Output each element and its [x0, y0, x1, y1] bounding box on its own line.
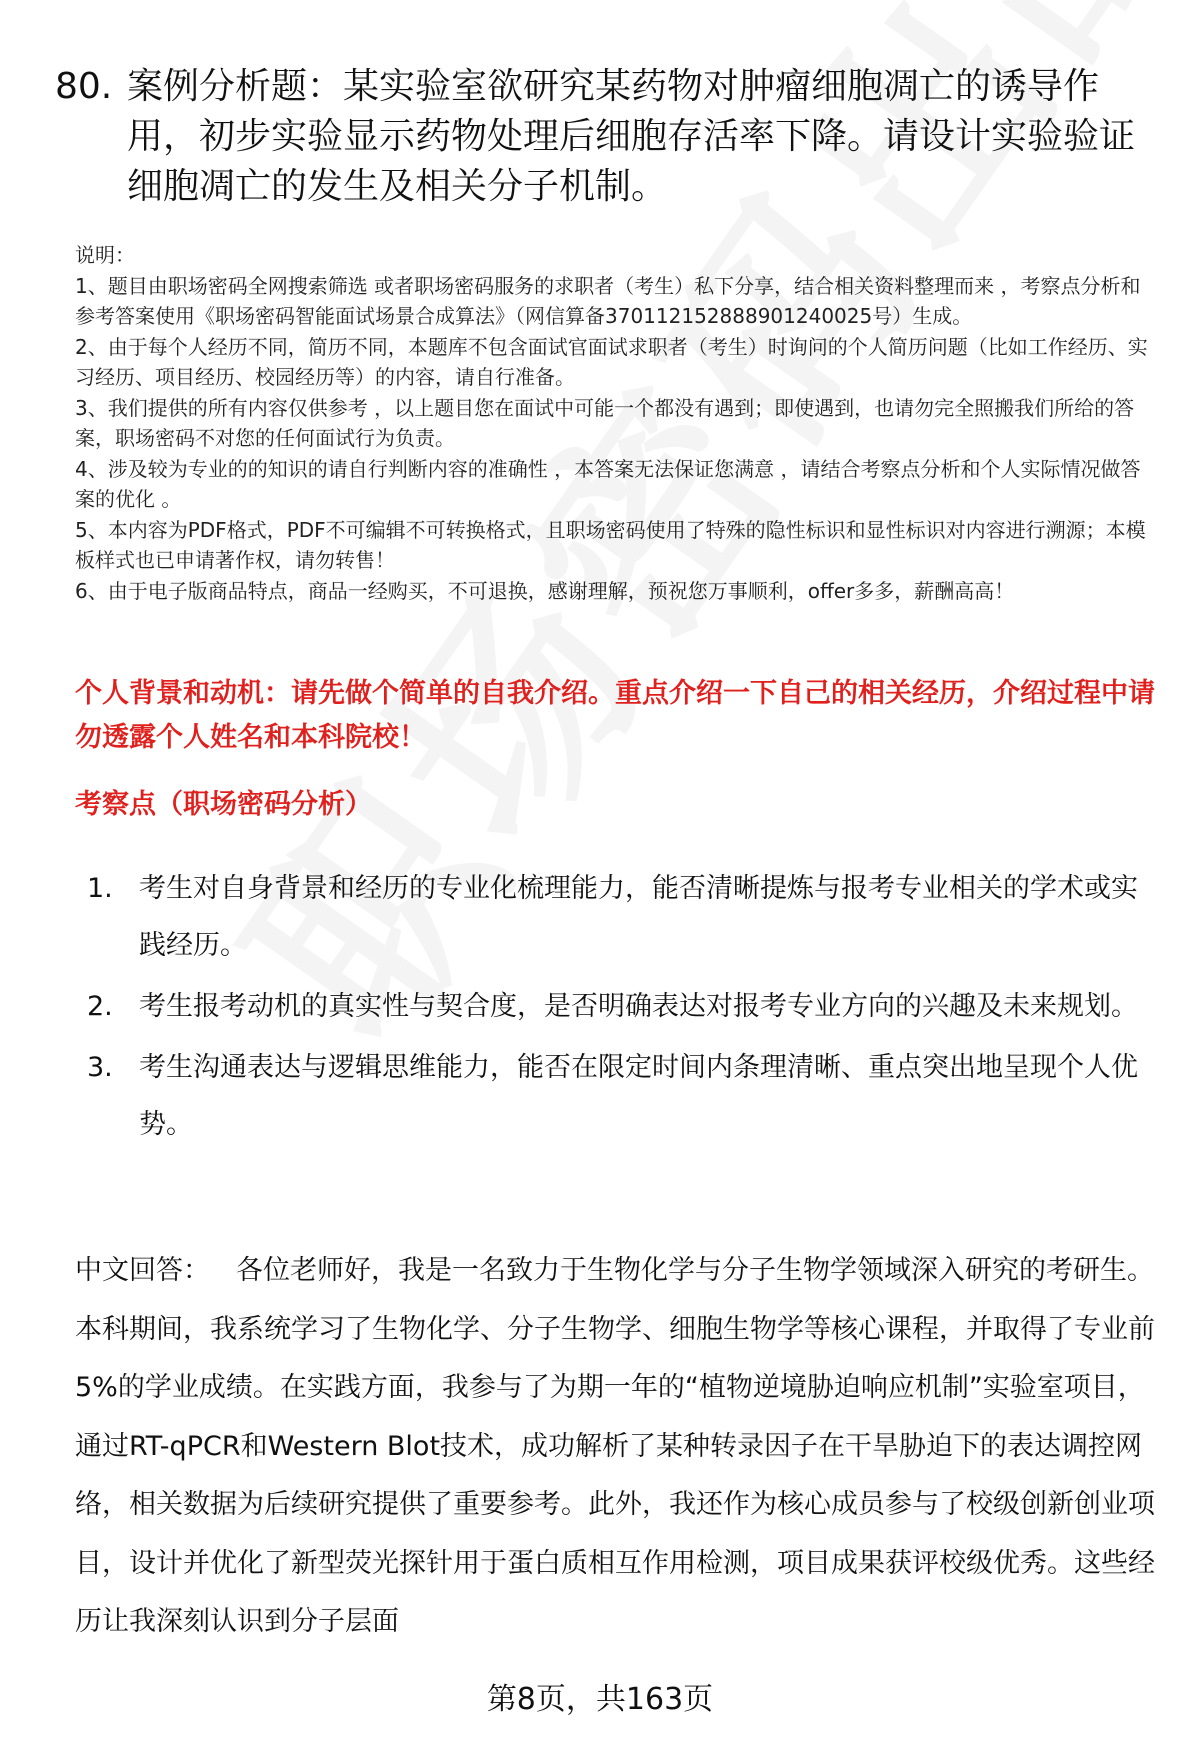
- answer-text: 各位老师好，我是一名致力于生物化学与分子生物学领域深入研究的考研生。本科期间，我系统学习了生物化学、分子生物学、细胞生物学等核心课程，并取得了专业前5%的学业成绩。在实践方面，我参与了为期一年的“植物逆境胁迫响应机制”实验室项目，通过RT-qPCR和Western Blot技术，成功解析了某种转录因子在干旱胁迫下的表达调控网络，相关数据为后续研究提供了重要参考。此外，我还作为核心成员参与了校级创新创业项目，设计并优化了新型荧光探针用于蛋白质相互作用检测，项目成果获评校级优秀。这些经历让我深刻认识到分子层面: [75, 1255, 1155, 1637]
- question: [55, 62, 1145, 212]
- exam-points-heading: 考察点（职场密码分析）: [75, 789, 372, 820]
- list-item-number: 3.: [87, 1052, 113, 1083]
- list-item-text: 考生对自身背景和经历的专业化梳理能力，能否清晰提炼与报考专业相关的学术或实践经历。: [139, 873, 1138, 961]
- exam-points-list: [75, 860, 1155, 1157]
- answer-paragraph: [75, 1242, 1157, 1652]
- list-item-number: 1.: [87, 873, 113, 904]
- answer-label: 中文回答：: [75, 1255, 210, 1286]
- note-item: 5、本内容为PDF格式，PDF不可编辑不可转换格式，且职场密码使用了特殊的隐性标识和显性标识对内容进行溯源；本模板样式也已申请著作权，请勿转售！: [75, 517, 1146, 572]
- background-heading: 个人背景和动机：请先做个简单的自我介绍。重点介绍一下自己的相关经历，介绍过程中请勿透露个人姓名和本科院校！: [75, 678, 1155, 753]
- note-item: 4、涉及较为专业的的知识的请自行判断内容的准确性 ，本答案无法保证您满意 ，请结合考察点分析和个人实际情况做答案的优化 。: [75, 456, 1141, 511]
- list-item-number: 2.: [87, 991, 113, 1022]
- note-item: 2、由于每个人经历不同，简历不同，本题库不包含面试官面试求职者（考生）时询问的个人简历问题（比如工作经历、实习经历、项目经历、校园经历等）的内容，请自行准备。: [75, 334, 1148, 389]
- question-text: 案例分析题：某实验室欲研究某药物对肿瘤细胞凋亡的诱导作用，初步实验显示药物处理后细胞存活率下降。请设计实验验证细胞凋亡的发生及相关分子机制。: [127, 66, 1136, 207]
- notes-section: [75, 240, 1155, 606]
- note-item: 3、我们提供的所有内容仅供参考 ，以上题目您在面试中可能一个都没有遇到；即使遇到，也请勿完全照搬我们所给的答案，职场密码不对您的任何面试行为负责。: [75, 395, 1135, 450]
- list-item: [75, 978, 1155, 1035]
- list-item: [75, 1039, 1155, 1153]
- page-footer: 第8页，共163页: [486, 1682, 714, 1717]
- note-item: 1、题目由职场密码全网搜索筛选 或者职场密码服务的求职者（考生）私下分享，结合相关资料整理而来 ，考察点分析和参考答案使用《职场密码智能面试场景合成算法》（网信算备370112152888901240025号）生成。: [75, 273, 1141, 328]
- list-item: [75, 860, 1155, 974]
- list-item-text: 考生沟通表达与逻辑思维能力，能否在限定时间内条理清晰、重点突出地呈现个人优势。: [139, 1052, 1138, 1140]
- note-item: 6、由于电子版商品特点，商品一经购买，不可退换，感谢理解，预祝您万事顺利，offer多多，薪酬高高！: [75, 578, 1015, 603]
- question-number: 80.: [55, 66, 113, 107]
- list-item-text: 考生报考动机的真实性与契合度，是否明确表达对报考专业方向的兴趣及未来规划。: [139, 991, 1138, 1022]
- notes-title: 说明：: [75, 243, 135, 267]
